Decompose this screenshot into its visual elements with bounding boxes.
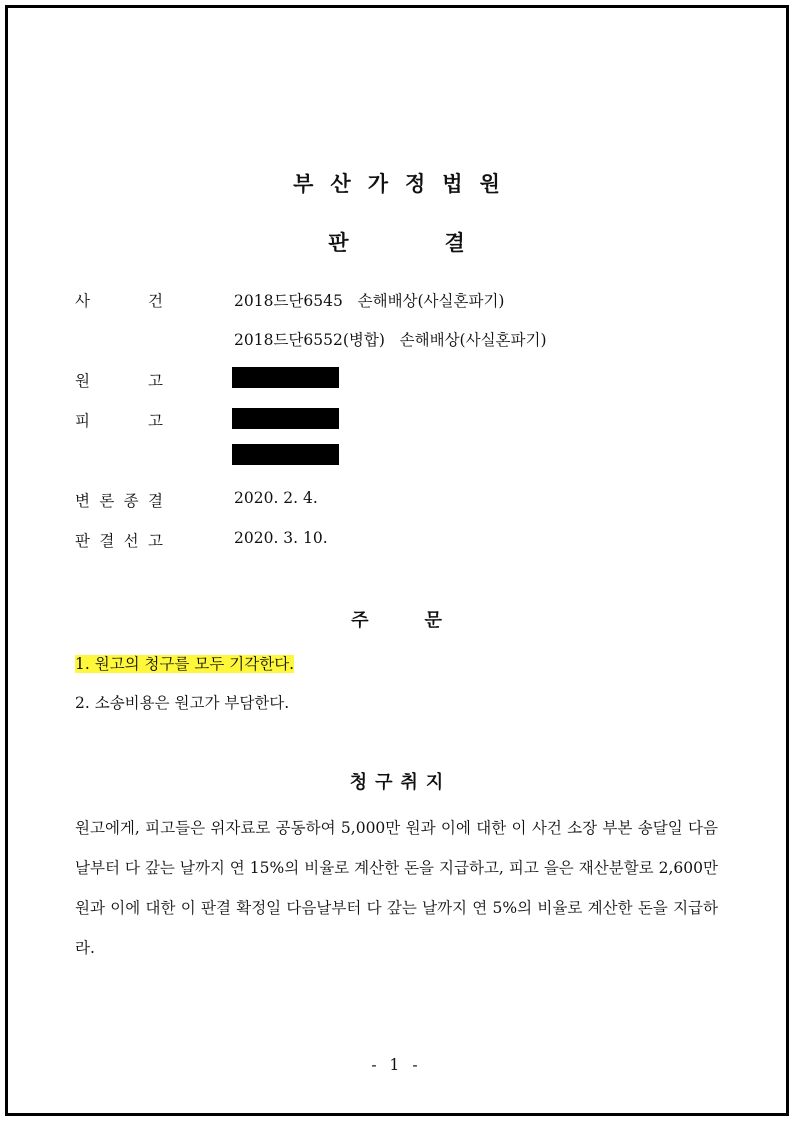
- order-title: 주문: [351, 610, 498, 631]
- defendant-label: [75, 409, 163, 431]
- case-number-merged: 2018드단6552(병합) 손해배상(사실혼파기): [234, 331, 547, 349]
- case-number-primary: 2018드단6545 손해배상(사실혼파기): [234, 292, 505, 310]
- defendant-redaction-1: [232, 408, 339, 429]
- hearing-end-date: 2020. 2. 4.: [234, 489, 318, 507]
- order-item-1: [75, 652, 294, 674]
- hearing-end-label: [75, 489, 163, 511]
- case-label: [75, 289, 163, 311]
- court-name: 부산가정법원: [293, 172, 517, 196]
- plaintiff-label: [75, 369, 163, 391]
- ruling-date: 2020. 3. 10.: [234, 529, 328, 547]
- hearing-end-label-text: 변 론 종 결: [75, 492, 163, 510]
- claim-title: 청구취지: [349, 772, 452, 793]
- defendant-redaction-2: [232, 444, 339, 465]
- order-item-1-highlight: 1. 원고의 청구를 모두 기각한다.: [75, 655, 295, 673]
- case-label-text: 사 건: [75, 292, 163, 310]
- page-number: - 1 -: [371, 1056, 422, 1074]
- defendant-label-text: 피 고: [75, 412, 163, 430]
- document-type: 판결: [328, 231, 561, 255]
- plaintiff-redaction: [232, 367, 339, 388]
- order-item-2: 2. 소송비용은 원고가 부담한다.: [75, 694, 290, 712]
- ruling-label-text: 판 결 선 고: [75, 532, 163, 550]
- claim-text: 원고에게, 피고들은 위자료로 공동하여 5,000만 원과 이에 대한 이 사건 소장 부본 송달일 다음날부터 다 갚는 날까지 연 15%의 비율로 계산한 돈을 지급하고, 피고 을은 재산분할로 2,600만 원과 이에 대한 이 판결 확정일 다음날부터 다 갚는 날까지 연 5%의 비율로 계산한 돈을 지급하라.: [75, 819, 718, 957]
- plaintiff-label-text: 원 고: [75, 372, 163, 390]
- ruling-label: [75, 529, 163, 551]
